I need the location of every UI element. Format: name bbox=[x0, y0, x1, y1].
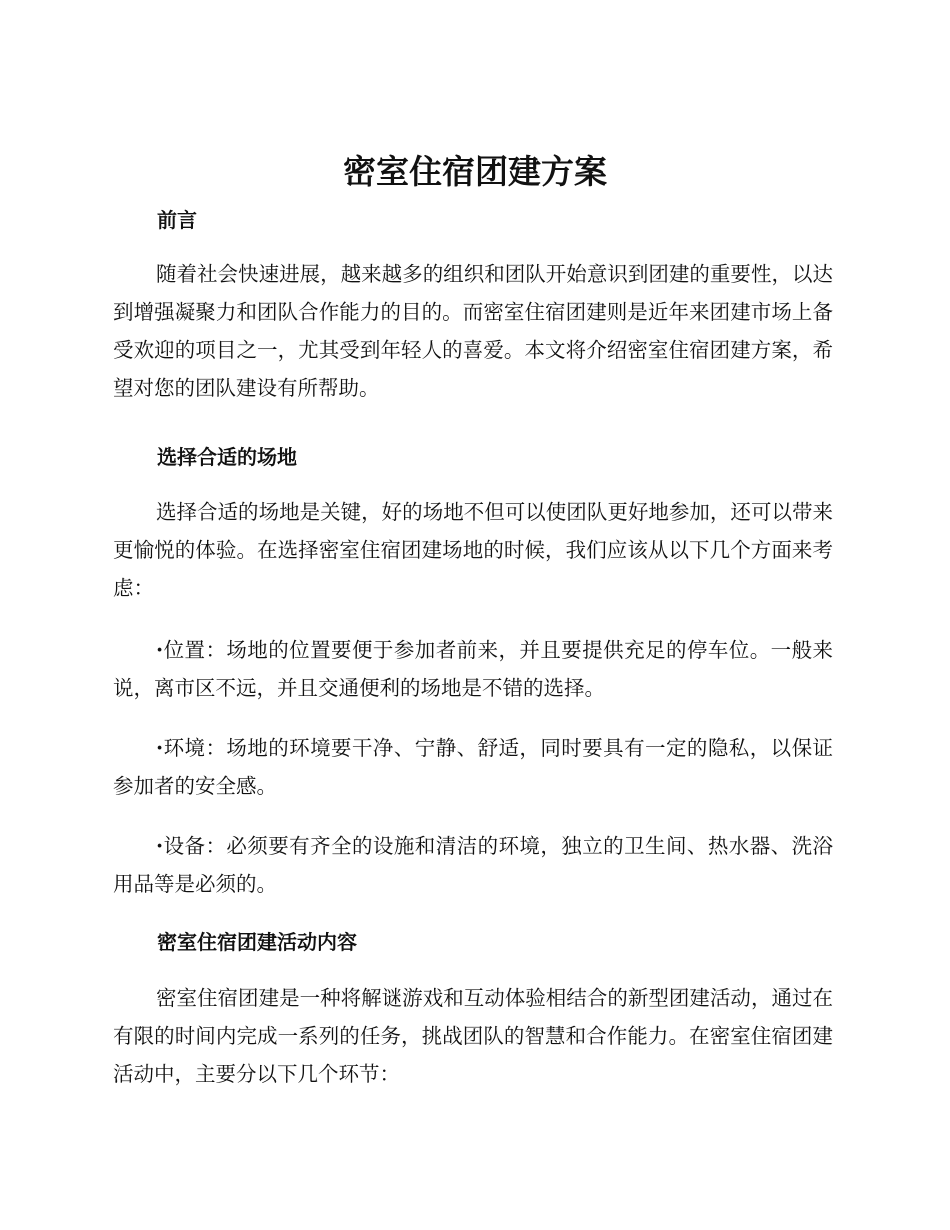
bullet-text: 设备：必须要有齐全的设施和清洁的环境，独立的卫生间、热水器、洗浴用品等是必须的。 bbox=[113, 834, 833, 896]
paragraph-preface: 随着社会快速进展，越来越多的组织和团队开始意识到团建的重要性，以达到增强凝聚力和团队合作能力的目的。而密室住宿团建则是近年来团建市场上备受欢迎的项目之一，尤其受到年轻人的喜爱。本文将介绍密室住宿团建方案，希望对您的团队建设有所帮助。 bbox=[113, 262, 833, 400]
bullet-symbol: · bbox=[156, 834, 164, 858]
section-heading-activities: 密室住宿团建活动内容 bbox=[157, 930, 357, 954]
section-heading-preface: 前言 bbox=[157, 208, 197, 232]
bullet-text: 环境：场地的环境要干净、宁静、舒适，同时要具有一定的隐私，以保证参加者的安全感。 bbox=[113, 736, 833, 798]
document-title: 密室住宿团建方案 bbox=[343, 152, 607, 191]
paragraph-activities: 密室住宿团建是一种将解谜游戏和互动体验相结合的新型团建活动，通过在有限的时间内完成一系列的任务，挑战团队的智慧和合作能力。在密室住宿团建活动中，主要分以下几个环节： bbox=[113, 986, 833, 1086]
paragraph-venue: 选择合适的场地是关键，好的场地不但可以使团队更好地参加，还可以带来更愉悦的体验。在选择密室住宿团建场地的时候，我们应该从以下几个方面来考虑： bbox=[113, 500, 833, 600]
bullet-symbol: · bbox=[156, 638, 164, 662]
bullet-item-environment bbox=[113, 729, 833, 805]
bullet-symbol: · bbox=[156, 736, 164, 760]
bullet-text: 位置：场地的位置要便于参加者前来，并且要提供充足的停车位。一般来说，离市区不远，并且交通便利的场地是不错的选择。 bbox=[113, 638, 833, 700]
section-heading-venue: 选择合适的场地 bbox=[157, 445, 297, 469]
bullet-item-location bbox=[113, 631, 833, 707]
bullet-item-equipment bbox=[113, 827, 833, 903]
